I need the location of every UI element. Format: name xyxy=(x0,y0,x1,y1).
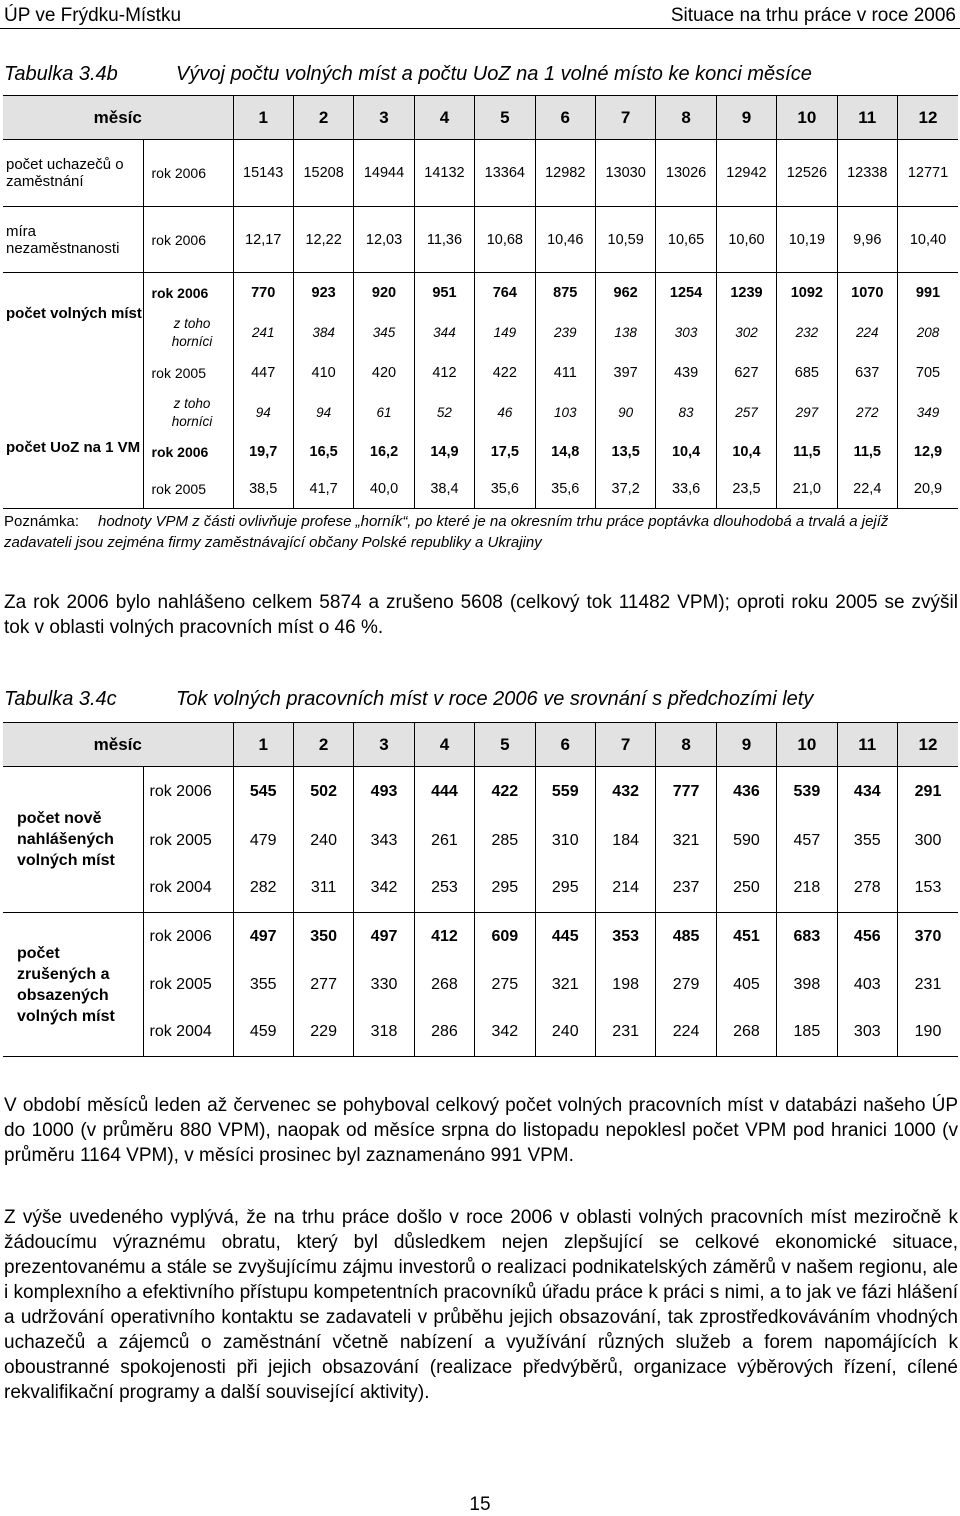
table-cell: 21,0 xyxy=(777,471,837,509)
table-row xyxy=(3,1009,958,1057)
table-cell: 40,0 xyxy=(354,471,414,509)
table-cell: 1070 xyxy=(837,273,897,313)
table-cell: 962 xyxy=(595,273,655,313)
table-cell: 302 xyxy=(716,313,776,353)
table-cell: 272 xyxy=(837,393,897,433)
table-cell: 138 xyxy=(595,313,655,353)
table-cell: 590 xyxy=(716,817,776,865)
table-cell: 1254 xyxy=(656,273,716,313)
month-header-label: měsíc xyxy=(3,723,233,767)
table-cell: 10,59 xyxy=(595,207,655,273)
table-cell: 14,8 xyxy=(535,433,595,471)
table-cell: 683 xyxy=(777,913,837,961)
table-cell: 257 xyxy=(716,393,776,433)
table-cell: 343 xyxy=(354,817,414,865)
table-cell: 13,5 xyxy=(595,433,655,471)
table-cell: 403 xyxy=(837,961,897,1009)
table-row xyxy=(3,140,958,207)
table-row xyxy=(3,865,958,913)
table-vacancy-flow xyxy=(3,722,958,1057)
table-cell: 355 xyxy=(837,817,897,865)
table-row xyxy=(3,961,958,1009)
table-cell: 12942 xyxy=(716,140,776,207)
table-cell: 457 xyxy=(777,817,837,865)
table-cell: 459 xyxy=(233,1009,293,1057)
page-header xyxy=(0,0,960,29)
table-cell: 12526 xyxy=(777,140,837,207)
table-cell: 444 xyxy=(414,767,474,817)
header-title: Situace na trhu práce v roce 2006 xyxy=(670,5,956,26)
table-cell: 439 xyxy=(656,353,716,393)
table-cell: 35,6 xyxy=(475,471,535,509)
table-cell: 52 xyxy=(414,393,474,433)
table-cell: 268 xyxy=(414,961,474,1009)
table-cell: 559 xyxy=(535,767,595,817)
table-cell: 12,17 xyxy=(233,207,293,273)
table-cell: 224 xyxy=(837,313,897,353)
table-cell: 14944 xyxy=(354,140,414,207)
table-cell: 412 xyxy=(414,913,474,961)
table-cell: 23,5 xyxy=(716,471,776,509)
month-header-cell: 1 xyxy=(233,96,293,140)
table-row xyxy=(3,313,958,353)
table2-label: Tabulka 3.4c xyxy=(4,688,117,710)
note-text: hodnoty VPM z části ovlivňuje profese „horník“, po které je na okresním trhu práce poptávka dlouhodobá a trvalá a jejíž zadavateli jsou zejména firmy zaměstnávající občany Polské republiky a Ukrajiny xyxy=(4,513,889,551)
table-cell: 12771 xyxy=(897,140,958,207)
month-header-cell: 10 xyxy=(777,96,837,140)
table-cell: 875 xyxy=(535,273,595,313)
table-cell: 13364 xyxy=(475,140,535,207)
row-sublabel: z toho horníci xyxy=(143,313,233,353)
table-cell: 37,2 xyxy=(595,471,655,509)
table-cell: 10,46 xyxy=(535,207,595,273)
table-cell: 447 xyxy=(233,353,293,393)
month-header-cell: 7 xyxy=(595,96,655,140)
table-cell: 627 xyxy=(716,353,776,393)
table-cell: 345 xyxy=(354,313,414,353)
table-cell: 12982 xyxy=(535,140,595,207)
table-cell: 14132 xyxy=(414,140,474,207)
table-cell: 103 xyxy=(535,393,595,433)
table-cell: 497 xyxy=(354,913,414,961)
table-cell: 261 xyxy=(414,817,474,865)
table-cell: 344 xyxy=(414,313,474,353)
month-header-cell: 3 xyxy=(354,96,414,140)
page-number: 15 xyxy=(469,1494,491,1515)
paragraph-conclusion: Z výše uvedeného vyplývá, že na trhu práce došlo v roce 2006 v oblasti volných pracovních míst meziročně k žádoucímu výraznému obratu, který byl důsledkem nejen zlepšující se celkové ekonomické situace, prezentovanému a stále se zvyšujícímu zájmu investorů o realizaci podnikatelských záměrů v našem regionu, ale i komplexního a efektivního přístupu kompetentních pracovníků úřadu práce k práci s nimi, a to jak ve fázi hlášení a udržování operativního kontaktu se zadavateli v průběhu jejich obsazování, tak zprostředkováváním vhodných uchazečů a zájemců o zaměstnání včetně nabízení a využívání různých služeb a forem napomájících k oboustranné spokojenosti při jejich obsazování (realizace předvýběrů, organizace výběrových řízení, cílené rekvalifikační programy a další související aktivity). xyxy=(4,1207,958,1403)
table-cell: 434 xyxy=(837,767,897,817)
table-cell: 231 xyxy=(595,1009,655,1057)
month-header-cell: 7 xyxy=(595,723,655,767)
table-cell: 991 xyxy=(897,273,958,313)
month-header-cell: 4 xyxy=(414,723,474,767)
table-cell: 355 xyxy=(233,961,293,1009)
table-cell: 770 xyxy=(233,273,293,313)
table-cell: 318 xyxy=(354,1009,414,1057)
month-header-cell: 3 xyxy=(354,723,414,767)
table-cell: 397 xyxy=(595,353,655,393)
table-cell: 41,7 xyxy=(293,471,353,509)
table-cell: 10,40 xyxy=(897,207,958,273)
table-cell: 282 xyxy=(233,865,293,913)
table-cell: 90 xyxy=(595,393,655,433)
month-header-cell: 9 xyxy=(716,723,776,767)
table-cell: 61 xyxy=(354,393,414,433)
table-cell: 231 xyxy=(897,961,958,1009)
table-cell: 149 xyxy=(475,313,535,353)
table-cell: 253 xyxy=(414,865,474,913)
table-cell: 275 xyxy=(475,961,535,1009)
row-sublabel: rok 2006 xyxy=(143,140,233,207)
table-cell: 268 xyxy=(716,1009,776,1057)
table-cell: 685 xyxy=(777,353,837,393)
table-cell: 310 xyxy=(535,817,595,865)
table-cell: 342 xyxy=(354,865,414,913)
month-header-cell: 12 xyxy=(897,96,958,140)
table-row xyxy=(3,471,958,509)
table-cell: 10,19 xyxy=(777,207,837,273)
table-cell: 297 xyxy=(777,393,837,433)
table-cell: 410 xyxy=(293,353,353,393)
month-header-cell: 11 xyxy=(837,723,897,767)
table-cell: 303 xyxy=(837,1009,897,1057)
table-cell: 764 xyxy=(475,273,535,313)
row-sublabel: z toho horníci xyxy=(143,393,233,433)
table-cell: 12,22 xyxy=(293,207,353,273)
table-cell: 349 xyxy=(897,393,958,433)
month-header-cell: 10 xyxy=(777,723,837,767)
row-group-label: počet nově nahlášených volných míst xyxy=(3,767,143,913)
month-header-cell: 1 xyxy=(233,723,293,767)
table-row xyxy=(3,273,958,313)
table-cell: 83 xyxy=(656,393,716,433)
table-cell: 920 xyxy=(354,273,414,313)
table-cell: 190 xyxy=(897,1009,958,1057)
table-cell: 20,9 xyxy=(897,471,958,509)
table-cell: 184 xyxy=(595,817,655,865)
table-cell: 350 xyxy=(293,913,353,961)
table-cell: 208 xyxy=(897,313,958,353)
table-cell: 456 xyxy=(837,913,897,961)
table-cell: 11,5 xyxy=(837,433,897,471)
table-cell: 10,68 xyxy=(475,207,535,273)
table-row xyxy=(3,353,958,393)
table-cell: 285 xyxy=(475,817,535,865)
table-row xyxy=(3,913,958,961)
table-cell: 94 xyxy=(233,393,293,433)
row-group-label: míra nezaměstnanosti xyxy=(3,207,143,273)
table-cell: 493 xyxy=(354,767,414,817)
table-cell: 398 xyxy=(777,961,837,1009)
table-cell: 291 xyxy=(897,767,958,817)
table-cell: 214 xyxy=(595,865,655,913)
table-cell: 33,6 xyxy=(656,471,716,509)
table-cell: 13030 xyxy=(595,140,655,207)
table-cell: 422 xyxy=(475,767,535,817)
row-sublabel: rok 2006 xyxy=(143,207,233,273)
table-cell: 12,03 xyxy=(354,207,414,273)
month-header-cell: 2 xyxy=(293,96,353,140)
table-cell: 502 xyxy=(293,767,353,817)
table-vacancies-development xyxy=(3,95,958,509)
row-group-label: počet zrušených a obsazených volných míst xyxy=(3,913,143,1057)
table-row xyxy=(3,393,958,433)
month-header-label: měsíc xyxy=(3,96,233,140)
table-cell: 11,36 xyxy=(414,207,474,273)
month-header-cell: 6 xyxy=(535,96,595,140)
table-cell: 46 xyxy=(475,393,535,433)
table-cell: 12,9 xyxy=(897,433,958,471)
row-sublabel: rok 2005 xyxy=(143,353,233,393)
table-cell: 545 xyxy=(233,767,293,817)
table-cell: 240 xyxy=(293,817,353,865)
table-cell: 777 xyxy=(656,767,716,817)
table-cell: 16,2 xyxy=(354,433,414,471)
table-cell: 16,5 xyxy=(293,433,353,471)
row-sublabel: rok 2005 xyxy=(143,961,233,1009)
table-cell: 15143 xyxy=(233,140,293,207)
table-cell: 38,4 xyxy=(414,471,474,509)
table-cell: 239 xyxy=(535,313,595,353)
table-cell: 232 xyxy=(777,313,837,353)
table-cell: 250 xyxy=(716,865,776,913)
table-cell: 286 xyxy=(414,1009,474,1057)
month-header-cell: 11 xyxy=(837,96,897,140)
month-header-cell: 8 xyxy=(656,723,716,767)
table-cell: 1239 xyxy=(716,273,776,313)
table-cell: 295 xyxy=(475,865,535,913)
table-cell: 330 xyxy=(354,961,414,1009)
table-cell: 10,65 xyxy=(656,207,716,273)
table-cell: 300 xyxy=(897,817,958,865)
row-sublabel: rok 2004 xyxy=(143,865,233,913)
table-cell: 237 xyxy=(656,865,716,913)
table-cell: 637 xyxy=(837,353,897,393)
table-cell: 22,4 xyxy=(837,471,897,509)
table-cell: 240 xyxy=(535,1009,595,1057)
month-header-cell: 6 xyxy=(535,723,595,767)
table-cell: 278 xyxy=(837,865,897,913)
table-cell: 321 xyxy=(535,961,595,1009)
table-cell: 1092 xyxy=(777,273,837,313)
table-cell: 17,5 xyxy=(475,433,535,471)
row-sublabel: rok 2006 xyxy=(143,433,233,471)
table-cell: 420 xyxy=(354,353,414,393)
table-cell: 405 xyxy=(716,961,776,1009)
table-cell: 10,60 xyxy=(716,207,776,273)
row-sublabel: rok 2006 xyxy=(143,767,233,817)
table-cell: 279 xyxy=(656,961,716,1009)
table1-caption xyxy=(4,63,812,86)
month-header-cell: 4 xyxy=(414,96,474,140)
month-header-row xyxy=(3,723,958,767)
month-header-cell: 5 xyxy=(475,723,535,767)
table-cell: 311 xyxy=(293,865,353,913)
table-cell: 11,5 xyxy=(777,433,837,471)
table-cell: 9,96 xyxy=(837,207,897,273)
table-cell: 951 xyxy=(414,273,474,313)
row-sublabel: rok 2005 xyxy=(143,471,233,509)
table-row xyxy=(3,767,958,817)
month-header-cell: 5 xyxy=(475,96,535,140)
table-cell: 198 xyxy=(595,961,655,1009)
table-row xyxy=(3,433,958,471)
row-sublabel: rok 2006 xyxy=(143,273,233,313)
table-row xyxy=(3,817,958,865)
table-cell: 445 xyxy=(535,913,595,961)
table-cell: 705 xyxy=(897,353,958,393)
table-cell: 923 xyxy=(293,273,353,313)
row-group-label: počet volných míst xyxy=(6,305,142,322)
table1-note xyxy=(4,511,954,553)
table-cell: 321 xyxy=(656,817,716,865)
month-header-cell: 8 xyxy=(656,96,716,140)
table-cell: 436 xyxy=(716,767,776,817)
paragraph-monthly-overview: V období měsíců leden až červenec se pohyboval celkový počet volných pracovních míst v databázi našeho ÚP do 1000 (v průměru 880 VPM), naopak od měsíce srpna do listopadu nepoklesl počet VPM pod hranici 1000 (v průměru 1164 VPM), v měsíci prosinec byl zaznamenáno 991 VPM. xyxy=(4,1095,958,1166)
table-cell: 153 xyxy=(897,865,958,913)
month-header-cell: 2 xyxy=(293,723,353,767)
table-cell: 384 xyxy=(293,313,353,353)
table-cell: 15208 xyxy=(293,140,353,207)
table-cell: 218 xyxy=(777,865,837,913)
row-group-label: počet uchazečů o zaměstnání xyxy=(3,140,143,207)
row-group-label: počet UoZ na 1 VM xyxy=(3,433,143,509)
table-cell: 14,9 xyxy=(414,433,474,471)
table-cell: 241 xyxy=(233,313,293,353)
table-cell: 539 xyxy=(777,767,837,817)
table1-label: Tabulka 3.4b xyxy=(4,63,118,85)
month-header-cell: 12 xyxy=(897,723,958,767)
table1-title: Vývoj počtu volných míst a počtu UoZ na 1 volné místo ke konci měsíce xyxy=(176,63,812,85)
table-cell: 451 xyxy=(716,913,776,961)
table-cell: 295 xyxy=(535,865,595,913)
table-cell: 412 xyxy=(414,353,474,393)
table-cell: 12338 xyxy=(837,140,897,207)
paragraph-flow-summary: Za rok 2006 bylo nahlášeno celkem 5874 a zrušeno 5608 (celkový tok 11482 VPM); oproti roku 2005 se zvýšil tok v oblasti volných pracovních míst o 46 %. xyxy=(4,592,958,638)
table-cell: 303 xyxy=(656,313,716,353)
table-row xyxy=(3,207,958,273)
table-cell: 422 xyxy=(475,353,535,393)
table-cell: 13026 xyxy=(656,140,716,207)
table-cell: 35,6 xyxy=(535,471,595,509)
row-sublabel: rok 2005 xyxy=(143,817,233,865)
table-cell: 224 xyxy=(656,1009,716,1057)
table-cell: 277 xyxy=(293,961,353,1009)
table-cell: 479 xyxy=(233,817,293,865)
table-cell: 10,4 xyxy=(656,433,716,471)
table-cell: 229 xyxy=(293,1009,353,1057)
table-cell: 38,5 xyxy=(233,471,293,509)
table-cell: 432 xyxy=(595,767,655,817)
table-cell: 497 xyxy=(233,913,293,961)
table-cell: 353 xyxy=(595,913,655,961)
table-cell: 609 xyxy=(475,913,535,961)
table-cell: 185 xyxy=(777,1009,837,1057)
table-cell: 19,7 xyxy=(233,433,293,471)
header-office: ÚP ve Frýdku-Místku xyxy=(4,5,182,26)
table-cell: 94 xyxy=(293,393,353,433)
month-header-cell: 9 xyxy=(716,96,776,140)
table2-caption xyxy=(4,688,813,711)
note-label: Poznámka: xyxy=(4,513,80,530)
table-cell: 370 xyxy=(897,913,958,961)
row-sublabel: rok 2006 xyxy=(143,913,233,961)
table-cell: 485 xyxy=(656,913,716,961)
table2-title: Tok volných pracovních míst v roce 2006 ve srovnání s předchozími lety xyxy=(176,688,814,710)
month-header-row xyxy=(3,96,958,140)
table-cell: 342 xyxy=(475,1009,535,1057)
row-sublabel: rok 2004 xyxy=(143,1009,233,1057)
table-cell: 411 xyxy=(535,353,595,393)
table-cell: 10,4 xyxy=(716,433,776,471)
